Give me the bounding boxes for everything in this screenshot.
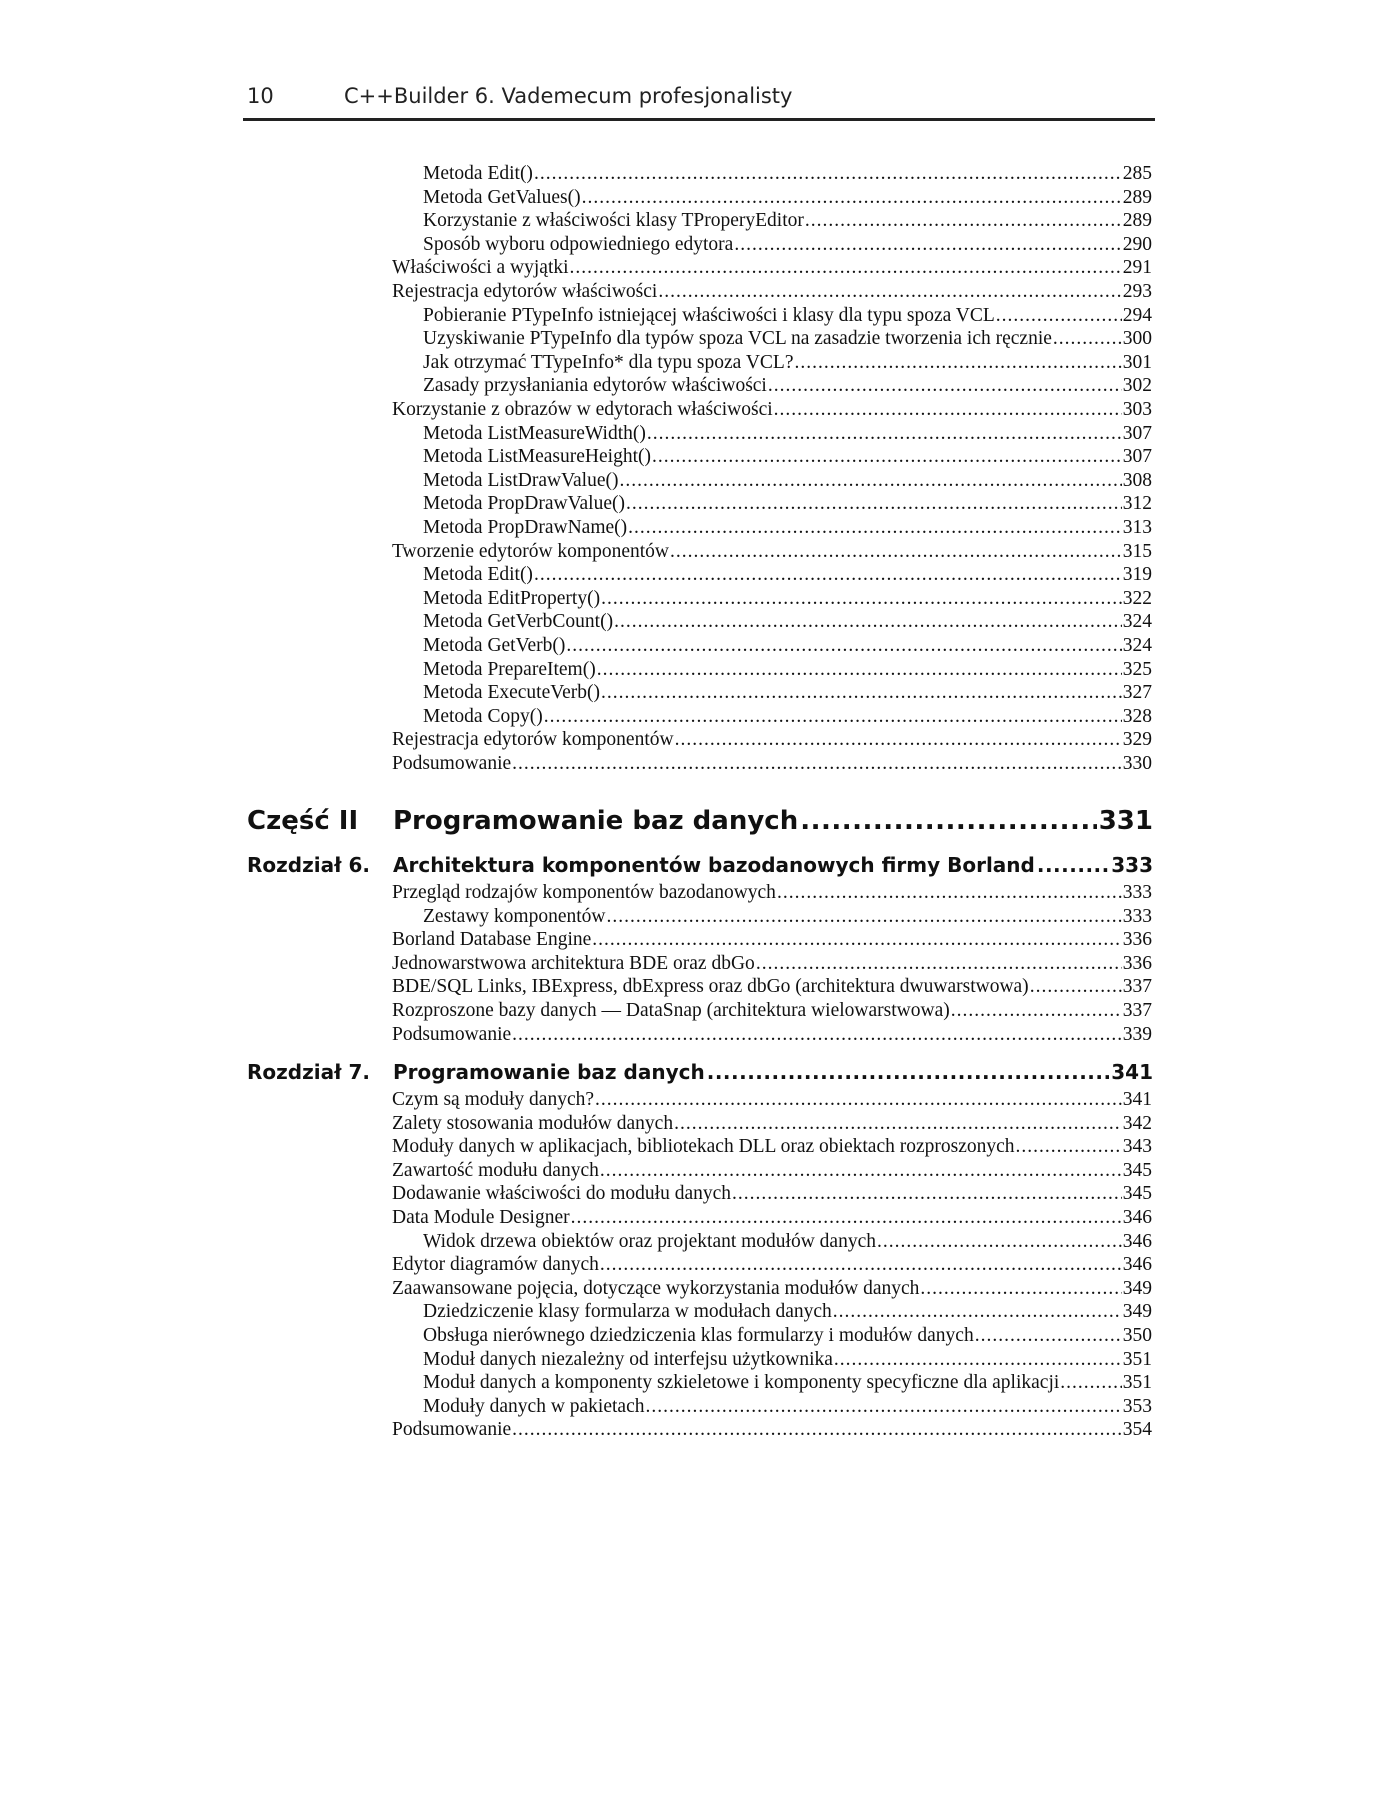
leader-dots [800,806,1096,836]
toc-entry-title: Właściwości a wyjątki [392,257,569,279]
toc-entry-page: 336 [1122,952,1152,974]
toc-entry-page: 291 [1122,257,1152,279]
toc-entry-title: Jednowarstwowa architektura BDE oraz dbGo [392,952,755,974]
toc-entry-page: 308 [1122,469,1152,491]
leader-dots [1030,976,1122,998]
leader-dots [674,1113,1122,1135]
toc-entry-page: 353 [1122,1395,1152,1417]
toc-entry-page: 346 [1122,1230,1152,1252]
toc-entry[interactable] [423,588,1152,612]
leader-dots [734,234,1121,256]
leader-dots [607,906,1122,928]
toc-entry[interactable] [423,305,1152,329]
leader-dots [647,423,1122,445]
leader-dots [756,953,1122,975]
leader-dots [601,682,1122,704]
toc-entry-title: Metoda ListMeasureWidth() [423,422,646,444]
toc-entry-title: Rejestracja edytorów właściwości [392,281,658,302]
toc-entry-page: 333 [1122,882,1152,903]
toc-entry[interactable] [423,187,1152,211]
leader-dots [1060,1372,1121,1394]
toc-entry[interactable] [423,1349,1152,1373]
toc-entry[interactable] [423,493,1152,517]
toc-entry-page: 329 [1122,729,1152,751]
toc-entry-page: 285 [1122,163,1152,184]
toc-entry-title: Data Module Designer [392,1207,570,1228]
toc-entry-page: 327 [1122,682,1152,704]
toc-entry-title: Rejestracja edytorów komponentów [392,729,674,751]
toc-entry-title: Metoda Edit() [423,163,533,184]
leader-dots [512,753,1122,775]
toc-entry[interactable] [392,1136,1152,1160]
toc-entry-page: 349 [1122,1277,1152,1299]
toc-entry-title: Podsumowanie [392,1419,512,1441]
toc-entry-page: 336 [1122,929,1152,951]
toc-entry-title: Korzystanie z obrazów w edytorach właściwości [392,399,773,420]
leader-dots [675,729,1122,751]
toc-entry[interactable] [392,976,1152,1000]
chapter6-heading[interactable] [393,853,1153,877]
toc-entry-title: Edytor diagramów danych [392,1254,599,1276]
toc-entry-title: Borland Database Engine [392,929,592,951]
toc-entry-page: 303 [1122,399,1152,420]
toc-entry-title: BDE/SQL Links, IBExpress, dbExpress oraz dbGo (architektura dwuwarstwowa) [392,976,1029,998]
toc-entry[interactable] [392,1278,1152,1302]
leader-dots [1037,853,1109,877]
toc-entry-page: 341 [1122,1089,1152,1110]
toc-entry[interactable] [423,210,1152,234]
toc-entry[interactable] [423,328,1152,352]
toc-entry-title: Tworzenie edytorów komponentów [392,540,669,562]
toc-entry[interactable] [392,1254,1152,1278]
leader-dots [1053,328,1122,350]
toc-entry[interactable] [392,953,1152,977]
leader-dots [595,1089,1122,1111]
leader-dots [534,564,1122,586]
toc-entry-title: Metoda Edit() [423,564,533,586]
toc-entry-page: 325 [1122,658,1152,680]
toc-entry[interactable] [392,753,1152,777]
toc-entry-page: 342 [1122,1112,1152,1134]
toc-entry[interactable] [392,281,1152,305]
toc-entry[interactable] [392,257,1152,281]
toc-entry-title: Moduły danych w pakietach [423,1395,645,1417]
leader-dots [614,611,1122,633]
toc-entry-page: 349 [1122,1301,1152,1323]
toc-entry-page: 293 [1122,281,1152,302]
leader-dots [652,446,1122,468]
toc-entry-page: 337 [1122,976,1152,998]
chapter7-heading[interactable] [393,1060,1153,1084]
toc-entry-title: Metoda Copy() [423,705,543,727]
leader-dots [975,1325,1122,1347]
toc-entry-title: Obsługa nierównego dziedziczenia klas formularzy i modułów danych [423,1325,974,1346]
toc-entry[interactable] [392,1207,1152,1231]
leader-dots [544,706,1122,728]
toc-entry[interactable] [423,635,1152,659]
leader-dots [920,1278,1121,1300]
toc-entry-page: 322 [1122,587,1152,609]
toc-entry-page: 319 [1122,564,1152,586]
toc-entry-title: Dziedziczenie klasy formularza w modułach danych [423,1301,832,1323]
toc-entry-title: Metoda ListMeasureHeight() [423,446,651,468]
toc-entry[interactable] [423,234,1152,258]
toc-entry-page: 351 [1122,1372,1152,1394]
toc-entry-title: Czym są moduły danych? [392,1089,594,1110]
toc-entry-page: 290 [1122,233,1152,255]
toc-entry-page: 351 [1122,1348,1152,1370]
leader-dots [582,187,1122,209]
toc-entry-title: Przegląd rodzajów komponentów bazodanowych [392,882,776,903]
toc-entry-page: 350 [1122,1325,1152,1346]
leader-dots [600,1254,1122,1276]
toc-entry-page: 301 [1122,351,1152,373]
toc-entry[interactable] [423,611,1152,635]
toc-entry-page: 289 [1122,186,1152,208]
toc-entry-title: Jak otrzymać TTypeInfo* dla typu spoza VCL? [423,351,794,373]
leader-dots [834,1349,1122,1371]
leader-dots [626,493,1122,515]
toc-entry[interactable] [392,399,1152,423]
leader-dots [768,375,1122,397]
toc-entry-title: Zalety stosowania modułów danych [392,1112,674,1134]
toc-entry-page: 339 [1122,1023,1152,1045]
toc-entry-page: 315 [1122,540,1152,562]
toc-entry-page: 333 [1122,905,1152,927]
toc-entry[interactable] [423,659,1152,683]
leader-dots [570,257,1122,279]
toc-entry[interactable] [423,423,1152,447]
toc-entry[interactable] [423,1231,1152,1255]
leader-dots [601,588,1122,610]
leader-dots [1016,1136,1122,1158]
toc-entry-page: 307 [1122,446,1152,468]
leader-dots [600,1160,1122,1182]
leader-dots [534,163,1122,185]
toc-entry-page: 337 [1122,1000,1152,1021]
leader-dots [512,1419,1122,1441]
toc-entry-page: 289 [1122,210,1152,232]
toc-entry-title: Korzystanie z właściwości klasy TProperyEditor [423,210,804,232]
part-page: 331 [1098,806,1153,836]
toc-entry[interactable] [392,1160,1152,1184]
toc-entry-title: Moduły danych w aplikacjach, bibliotekach DLL oraz obiektach rozproszonych [392,1136,1015,1158]
toc-entry-title: Sposób wyboru odpowiedniego edytora [423,233,734,255]
chapter6-title: Architektura komponentów bazodanowych firmy Borland [393,853,1035,877]
page-number: 10 [247,84,274,108]
toc-entry[interactable] [423,1372,1152,1396]
leader-dots [628,517,1122,539]
toc-entry-title: Podsumowanie [392,1023,512,1045]
toc-entry[interactable] [423,1301,1152,1325]
toc-entry-page: 313 [1122,517,1152,538]
toc-entry-title: Widok drzewa obiektów oraz projektant modułów danych [423,1230,876,1252]
toc-entry-title: Metoda PropDrawName() [423,517,628,538]
toc-entry-title: Zawartość modułu danych [392,1159,599,1181]
toc-entry[interactable] [423,1396,1152,1420]
toc-entry-title: Metoda EditProperty() [423,587,601,609]
part-heading[interactable] [393,806,1153,836]
toc-entry-title: Moduł danych a komponenty szkieletowe i komponenty specyficzne dla aplikacji [423,1372,1060,1394]
toc-entry[interactable] [392,1113,1152,1137]
toc-entry[interactable] [423,163,1152,187]
toc-entry-title: Metoda PrepareItem() [423,658,596,680]
toc-entry-page: 307 [1122,422,1152,444]
toc-entry[interactable] [423,352,1152,376]
chapter6-label: Rozdział 6. [247,853,370,877]
toc-entry-title: Metoda ExecuteVerb() [423,682,601,704]
toc-entry[interactable] [392,541,1152,565]
toc-entry[interactable] [423,517,1152,541]
leader-dots [833,1301,1122,1323]
leader-dots [707,1060,1110,1084]
toc-entry[interactable] [392,1089,1152,1113]
toc-entry-page: 346 [1122,1207,1152,1228]
leader-dots [777,882,1122,904]
toc-entry[interactable] [423,375,1152,399]
toc-entry-title: Zasady przysłaniania edytorów właściwości [423,375,767,397]
leader-dots [996,305,1122,327]
leader-dots [794,352,1121,374]
toc-entry-page: 302 [1122,375,1152,397]
toc-entry-page: 346 [1122,1254,1152,1276]
leader-dots [774,399,1122,421]
toc-entry-page: 312 [1122,493,1152,515]
toc-entry-page: 354 [1122,1419,1152,1441]
chapter7-page: 341 [1111,1060,1153,1084]
toc-entry-page: 343 [1122,1136,1152,1158]
leader-dots [597,659,1122,681]
toc-entry[interactable] [423,470,1152,494]
leader-dots [877,1231,1122,1253]
toc-entry-page: 345 [1122,1159,1152,1181]
chapter7-label: Rozdział 7. [247,1060,370,1084]
leader-dots [951,1000,1122,1022]
toc-entry-title: Rozproszone bazy danych — DataSnap (architektura wielowarstwowa) [392,1000,950,1021]
toc-entry-title: Uzyskiwanie PTypeInfo dla typów spoza VCL na zasadzie tworzenia ich ręcznie [423,328,1052,350]
toc-entry[interactable] [423,1325,1152,1349]
toc-entry-title: Metoda ListDrawValue() [423,469,619,491]
toc-entry-page: 300 [1122,328,1152,350]
leader-dots [670,541,1122,563]
toc-entry[interactable] [392,1419,1152,1443]
toc-entry[interactable] [392,729,1152,753]
toc-entry-title: Moduł danych niezależny od interfejsu użytkownika [423,1348,833,1370]
leader-dots [805,210,1122,232]
toc-entry-title: Metoda PropDrawValue() [423,493,625,515]
toc-entry[interactable] [392,882,1152,906]
page-header [243,80,1155,121]
toc-entry[interactable] [392,929,1152,953]
toc-entry[interactable] [392,1183,1152,1207]
toc-entry-title: Metoda GetValues() [423,186,581,208]
toc-entry-title: Zaawansowane pojęcia, dotyczące wykorzystania modułów danych [392,1277,920,1299]
leader-dots [732,1183,1122,1205]
leader-dots [658,281,1121,303]
toc-entry-title: Metoda GetVerbCount() [423,611,614,633]
chapter7-title: Programowanie baz danych [393,1060,705,1084]
leader-dots [619,470,1121,492]
toc-entry[interactable] [423,906,1152,930]
leader-dots [512,1024,1122,1046]
toc-entry-page: 345 [1122,1183,1152,1205]
toc-entry[interactable] [423,682,1152,706]
toc-entry-title: Metoda GetVerb() [423,635,566,656]
leader-dots [571,1207,1122,1229]
leader-dots [566,635,1121,657]
book-title: C++Builder 6. Vademecum profesjonalisty [344,84,793,108]
chapter6-page: 333 [1111,853,1153,877]
toc-entry[interactable] [392,1024,1152,1048]
toc-entry-title: Pobieranie PTypeInfo istniejącej właściwości i klasy dla typu spoza VCL [423,304,995,326]
toc-entry-page: 324 [1122,611,1152,633]
leader-dots [645,1396,1121,1418]
leader-dots [592,929,1121,951]
toc-entry-page: 294 [1122,304,1152,326]
toc-entry[interactable] [423,446,1152,470]
toc-entry-title: Podsumowanie [392,753,512,774]
part-title: Programowanie baz danych [393,806,799,836]
toc-entry-page: 328 [1122,705,1152,727]
toc-entry-page: 324 [1122,635,1152,656]
toc-entry-title: Dodawanie właściwości do modułu danych [392,1183,732,1205]
toc-entry[interactable] [423,706,1152,730]
part-label: Część II [247,806,359,836]
toc-entry[interactable] [423,564,1152,588]
toc-entry-page: 330 [1122,753,1152,774]
toc-entry-title: Zestawy komponentów [423,905,606,927]
toc-entry[interactable] [392,1000,1152,1024]
